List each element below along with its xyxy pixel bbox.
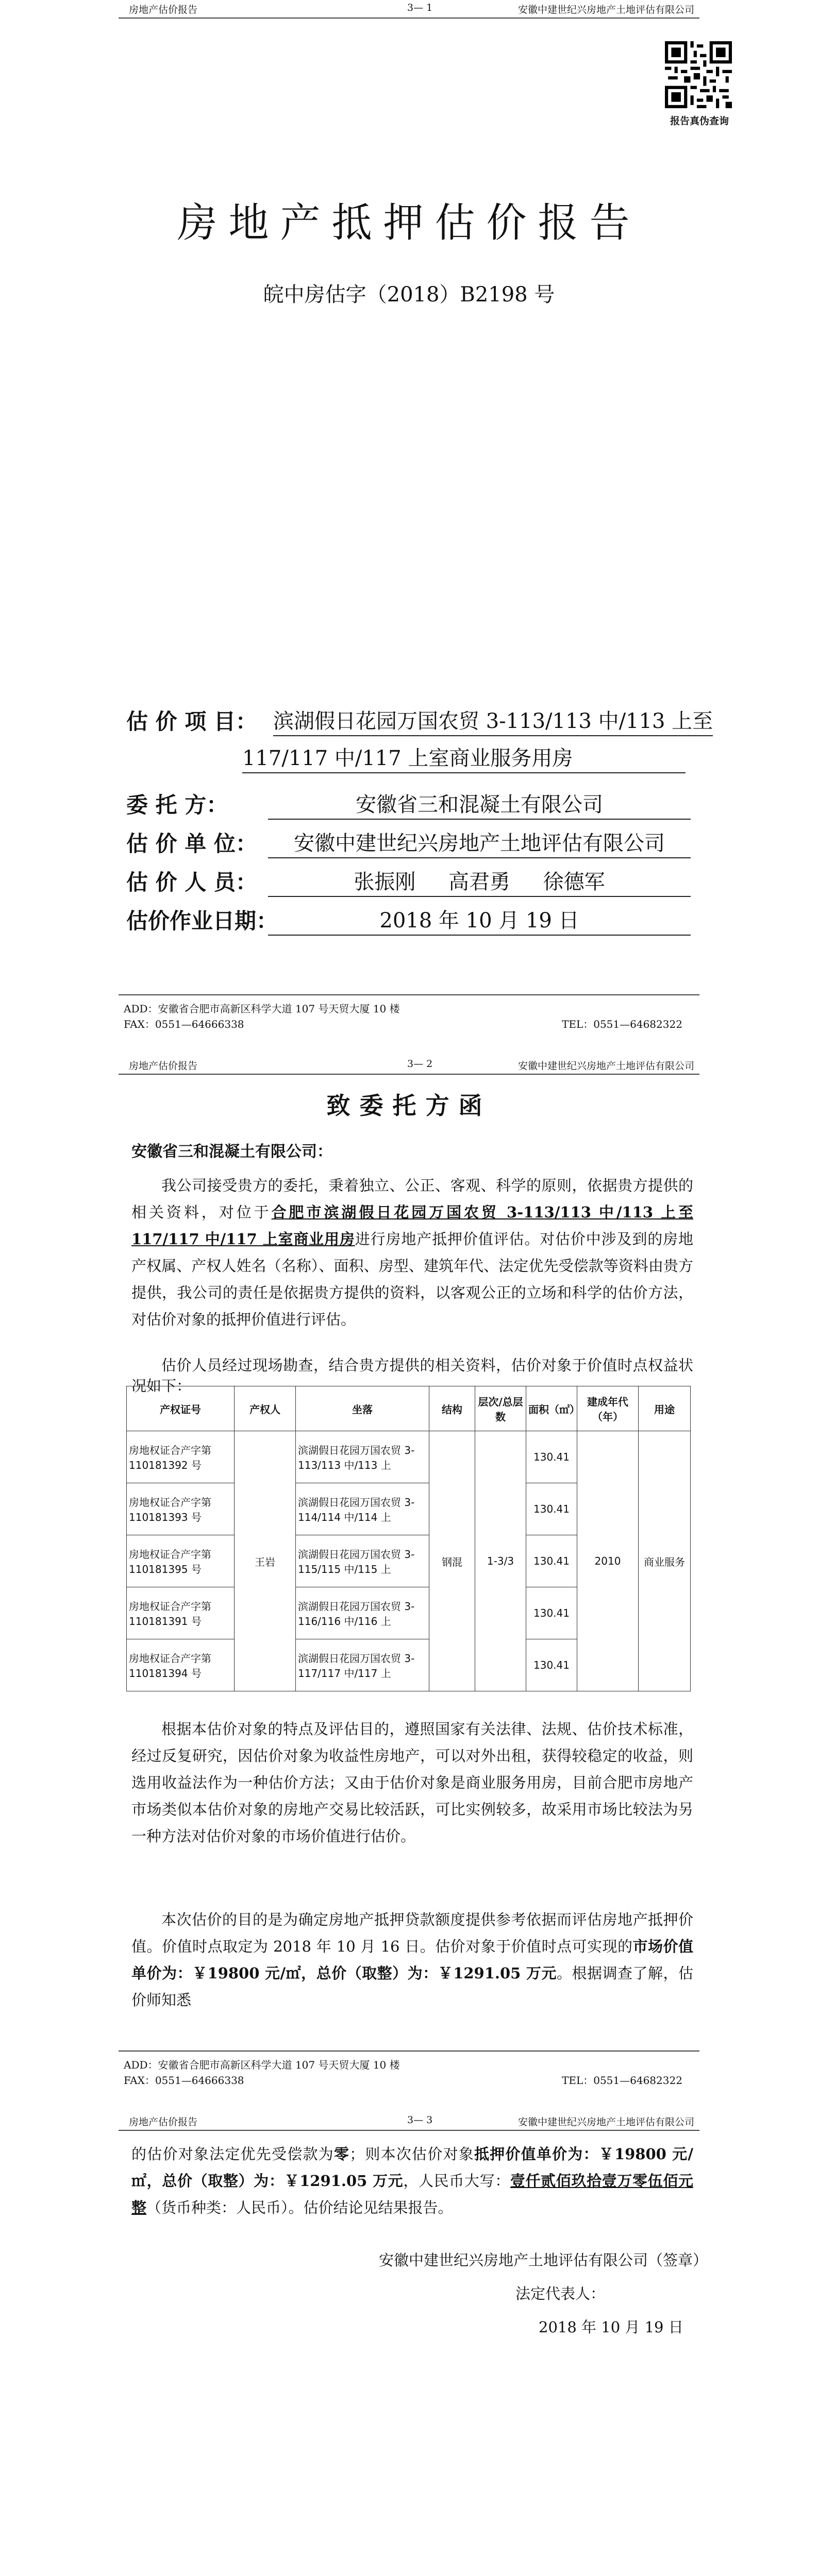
location-cell: 滨湖假日花园万国农贸 3-114/114 中/114 上 — [296, 1483, 429, 1535]
project-label: 估 价 项 目： — [126, 709, 257, 734]
report-title: 房地产抵押估价报告 — [177, 200, 641, 246]
col-use: 用途 — [639, 1386, 691, 1431]
footer-address: ADD：安徽省合肥市高新区科学大道 107 号天贸大厦 10 楼 — [124, 2059, 400, 2071]
col-cert: 产权证号 — [127, 1386, 235, 1431]
page-header — [119, 0, 699, 19]
area-cell: 130.41 — [526, 1535, 577, 1587]
appraiser-3: 徐德军 — [543, 870, 605, 894]
cert-cell: 房地权证合产字第 110181394 号 — [127, 1639, 235, 1691]
addressee: 安徽省三和混凝土有限公司： — [131, 1143, 332, 1161]
footer-tel: TEL：0551—64682322 — [562, 2074, 682, 2087]
location-cell: 滨湖假日花园万国农贸 3-117/117 中/117 上 — [296, 1639, 429, 1691]
owner-cell: 王岩 — [235, 1431, 296, 1691]
qr-code-icon[interactable] — [665, 41, 732, 108]
structure-cell: 钢混 — [429, 1431, 475, 1691]
cover-page — [0, 0, 818, 1051]
property-location: 合肥市滨湖假日花园万国农贸 3-113/113 中/113 上至 117/117 中/117 上室商业用房 — [131, 1204, 693, 1248]
date-value: 2018 年 10 月 19 日 — [268, 904, 691, 936]
location-cell: 滨湖假日花园万国农贸 3-116/116 中/116 上 — [296, 1587, 429, 1639]
area-cell: 130.41 — [526, 1587, 577, 1639]
cert-cell: 房地权证合产字第 110181393 号 — [127, 1483, 235, 1535]
page-footer — [119, 994, 699, 1042]
appraisers-value — [268, 866, 691, 897]
floors-cell: 1-3/3 — [475, 1431, 526, 1691]
market-value: 市场价值单价为：￥19800 元/㎡，总价（取整）为：￥1291.05 万元 — [131, 1938, 693, 1982]
project-value-line1: 滨湖假日花园万国农贸 3-113/113 中/113 上至 — [273, 705, 713, 736]
footer-fax: FAX：0551—64666338 — [124, 1018, 244, 1030]
footer-address: ADD：安徽省合肥市高新区科学大道 107 号天贸大厦 10 楼 — [124, 1003, 400, 1015]
location-cell: 滨湖假日花园万国农贸 3-113/113 中/113 上 — [296, 1431, 429, 1483]
page-header — [119, 1056, 699, 1075]
document-number: 皖中房估字（2018）B2198 号 — [263, 283, 555, 307]
paragraph-1: 我公司接受贵方的委托，秉着独立、公正、客观、科学的原则，依据贵方提供的相关资料，对位于合肥市滨湖假日花园万国农贸 3-113/113 中/113 上至 117/117 中/117 上室商业用房进行房地产抵押价值评估。对估价中涉及到的房地产权属、产权人姓名（名称）、面积、房型、建筑年代、法定优先受偿款等资料由贵方提供，我公司的责任是依据贵方提供的资料，以客观公正的立场和科学的估价方法，对估价对象的抵押价值进行评估。 — [131, 1177, 693, 1328]
property-table — [126, 1386, 691, 1691]
mortgage-value: 抵押价值单价为：￥19800 元/㎡，总价（取整）为：￥1291.05 万元 — [131, 2145, 693, 2190]
col-location: 坐落 — [296, 1386, 429, 1431]
sign-representative: 法定代表人： — [515, 2285, 606, 2302]
appraiser-1: 张振刚 — [354, 870, 416, 894]
sign-date: 2018 年 10 月 19 日 — [539, 2318, 683, 2336]
col-year: 建成年代（年） — [577, 1386, 639, 1431]
footer-fax: FAX：0551—64666338 — [124, 2074, 244, 2087]
col-area: 面积（㎡） — [526, 1386, 577, 1431]
amount-in-words: 壹仟贰佰玖拾壹万零伍佰元整 — [131, 2172, 693, 2216]
appraiser-org-label: 估 价 单 位： — [126, 831, 257, 856]
project-value-line2: 117/117 中/117 上室商业服务用房 — [242, 742, 686, 773]
qr-caption: 报告真伪查询 — [670, 115, 729, 127]
sign-company: 安徽中建世纪兴房地产土地评估有限公司（签章） — [379, 2251, 708, 2269]
date-label: 估价作业日期： — [126, 908, 278, 934]
header-right: 安徽中建世纪兴房地产土地评估有限公司 — [517, 4, 694, 15]
header-right: 安徽中建世纪兴房地产土地评估有限公司 — [517, 2116, 694, 2128]
table-header-row — [127, 1386, 691, 1431]
paragraph-2: 估价人员经过现场勘查，结合贵方提供的相关资料，估价对象于价值时点权益状况如下： — [131, 1357, 693, 1395]
col-structure: 结构 — [429, 1386, 475, 1431]
header-page-number: 3— 2 — [407, 1058, 433, 1070]
location-cell: 滨湖假日花园万国农贸 3-115/115 中/115 上 — [296, 1535, 429, 1587]
header-page-number: 3— 1 — [407, 2, 433, 13]
letter-page-continued — [0, 2112, 818, 2576]
cert-cell: 房地权证合产字第 110181391 号 — [127, 1587, 235, 1639]
paragraph-4: 本次估价的目的是为确定房地产抵押贷款额度提供参考依据而评估房地产抵押价值。价值时点取定为 2018 年 10 月 16 日。估价对象于价值时点可实现的市场价值单价为：￥19800 元/㎡，总价（取整）为：￥1291.05 万元。根据调查了解，估价师知悉 — [131, 1911, 693, 2009]
col-floors: 层次/总层数 — [475, 1386, 526, 1431]
appraiser-2: 高君勇 — [448, 870, 510, 894]
header-page-number: 3— 3 — [407, 2114, 433, 2126]
paragraph-5: 的估价对象法定优先受偿款为零；则本次估价对象抵押价值单价为：￥19800 元/㎡，总价（取整）为：￥1291.05 万元，人民币大写：壹仟贰佰玖拾壹万零伍佰元整（货币种类：人民币）。估价结论见结果报告。 — [131, 2145, 693, 2216]
appraiser-org-value: 安徽中建世纪兴房地产土地评估有限公司 — [268, 827, 691, 858]
paragraph-3: 根据本估价对象的特点及评估目的，遵照国家有关法律、法规、估价技术标准，经过反复研究，因估价对象为收益性房地产，可以对外出租，获得较稳定的收益，则选用收益法作为一种估价方法；又由于估价对象是商业服务用房，目前合肥市房地产市场类似本估价对象的房地产交易比较活跃，可比实例较多，故采用市场比较法为另一种方法对估价对象的市场价值进行估价。 — [131, 1720, 693, 1845]
letter-title: 致委托方函 — [326, 1092, 492, 1120]
page-header — [119, 2112, 699, 2131]
table-row — [127, 1431, 691, 1483]
area-cell: 130.41 — [526, 1431, 577, 1483]
cert-cell: 房地权证合产字第 110181392 号 — [127, 1431, 235, 1483]
appraisers-label: 估 价 人 员： — [126, 870, 257, 895]
use-cell: 商业服务 — [639, 1431, 691, 1691]
cert-cell: 房地权证合产字第 110181395 号 — [127, 1535, 235, 1587]
header-left: 房地产估价报告 — [129, 1060, 198, 1072]
year-cell: 2010 — [577, 1431, 639, 1691]
header-left: 房地产估价报告 — [129, 2116, 198, 2128]
footer-tel: TEL：0551—64682322 — [562, 1018, 682, 1030]
client-label: 委 托 方： — [126, 792, 228, 818]
page-footer — [119, 2050, 699, 2098]
header-left: 房地产估价报告 — [129, 4, 198, 15]
area-cell: 130.41 — [526, 1639, 577, 1691]
col-owner: 产权人 — [235, 1386, 296, 1431]
header-right: 安徽中建世纪兴房地产土地评估有限公司 — [517, 1060, 694, 1072]
area-cell: 130.41 — [526, 1483, 577, 1535]
client-value: 安徽省三和混凝土有限公司 — [268, 788, 691, 820]
